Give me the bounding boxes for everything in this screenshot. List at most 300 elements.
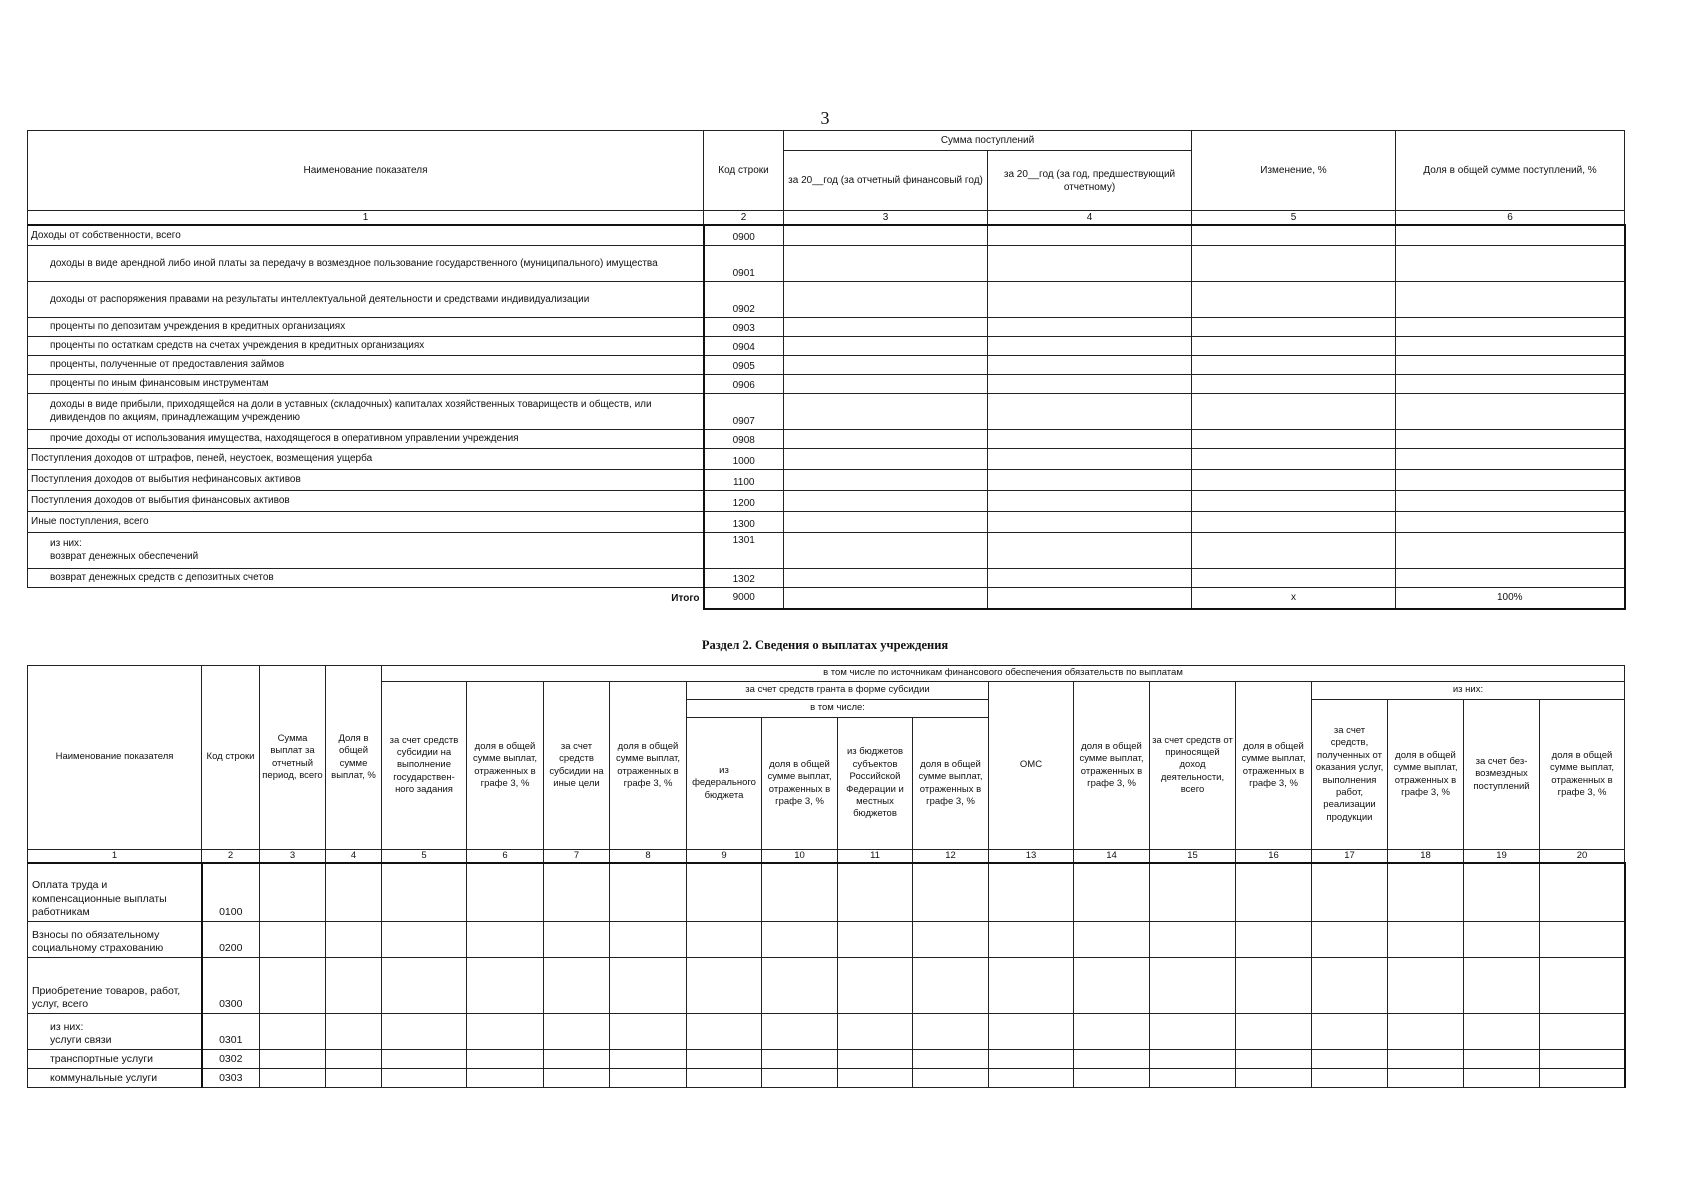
- cell-current-year[interactable]: [784, 281, 988, 317]
- table-row: [28, 336, 1625, 355]
- cell-previous-year[interactable]: [988, 245, 1192, 281]
- cell-share[interactable]: [1396, 374, 1625, 393]
- cell-col-9[interactable]: [687, 1049, 762, 1068]
- cell-col-8[interactable]: [610, 1068, 687, 1087]
- header-col9: из федерального бюджета: [687, 718, 762, 850]
- cell-col-11[interactable]: [838, 921, 913, 957]
- col-number: 13: [989, 850, 1074, 864]
- cell-col-7[interactable]: [544, 863, 610, 921]
- col-number: 16: [1236, 850, 1312, 864]
- header-share: Доля в общей сумме выплат, %: [326, 666, 382, 850]
- cell-share[interactable]: [1396, 336, 1625, 355]
- cell-col-18[interactable]: [1388, 921, 1464, 957]
- cell-col-18[interactable]: [1388, 1049, 1464, 1068]
- cell-col-9[interactable]: [687, 1013, 762, 1049]
- table-row: [28, 355, 1625, 374]
- col-number: 2: [202, 850, 260, 864]
- table-row: [28, 511, 1625, 532]
- cell-previous-year[interactable]: [988, 355, 1192, 374]
- header-col13: ОМС: [989, 682, 1074, 850]
- cell-col-9[interactable]: [687, 863, 762, 921]
- header-previous-year: за 20__год (за год, предшествующий отчетному): [988, 151, 1192, 211]
- row-code: 1300: [704, 511, 784, 532]
- cell-col-10[interactable]: [762, 1049, 838, 1068]
- cell-col-4[interactable]: [326, 1049, 382, 1068]
- row-name-line: возврат денежных обеспечений: [50, 551, 199, 562]
- row-name: Доходы от собственности, всего: [28, 225, 704, 245]
- cell-col-13[interactable]: [989, 1013, 1074, 1049]
- cell-col-18[interactable]: [1388, 1013, 1464, 1049]
- header-grant-group: за счет средств гранта в форме субсидии: [687, 682, 989, 700]
- row-code: 1000: [704, 448, 784, 469]
- cell-col-13[interactable]: [989, 863, 1074, 921]
- cell-current-year[interactable]: [784, 336, 988, 355]
- column-numbers-row: [28, 850, 1625, 864]
- cell-col-14[interactable]: [1074, 863, 1150, 921]
- col-number: 6: [1396, 211, 1625, 226]
- row-name: доходы в виде арендной либо иной платы за передачу в возмездное пользование государственного (муниципального) имущества: [28, 245, 704, 281]
- cell-change[interactable]: [1192, 374, 1396, 393]
- total-change: х: [1192, 587, 1396, 609]
- cell-change[interactable]: [1192, 281, 1396, 317]
- cell-col-9[interactable]: [687, 921, 762, 957]
- header-col16: доля в общей сумме выплат, отраженных в графе 3, %: [1236, 682, 1312, 850]
- cell-current-year[interactable]: [784, 225, 988, 245]
- row-code: 0302: [202, 1049, 260, 1068]
- cell-col-14[interactable]: [1074, 1049, 1150, 1068]
- col-number: 10: [762, 850, 838, 864]
- cell-change[interactable]: [1192, 225, 1396, 245]
- cell-col-14[interactable]: [1074, 1068, 1150, 1087]
- cell-col-17[interactable]: [1312, 1049, 1388, 1068]
- cell-col-16[interactable]: [1236, 1068, 1312, 1087]
- col-number: 20: [1540, 850, 1625, 864]
- cell-col-6[interactable]: [467, 863, 544, 921]
- row-code: 0908: [704, 429, 784, 448]
- cell-change[interactable]: [1192, 245, 1396, 281]
- cell-share[interactable]: [1396, 281, 1625, 317]
- cell-col-15[interactable]: [1150, 1068, 1236, 1087]
- cell-change[interactable]: [1192, 568, 1396, 587]
- cell-col-20[interactable]: [1540, 1049, 1625, 1068]
- cell-col-5[interactable]: [382, 1049, 467, 1068]
- cell-change[interactable]: [1192, 317, 1396, 336]
- section2-title: Раздел 2. Сведения о выплатах учреждения: [701, 638, 949, 652]
- cell-change[interactable]: [1192, 448, 1396, 469]
- cell-col-16[interactable]: [1236, 1013, 1312, 1049]
- col-number: 3: [260, 850, 326, 864]
- row-code: 0902: [704, 281, 784, 317]
- row-code: 1100: [704, 469, 784, 490]
- cell-col-12[interactable]: [913, 1049, 989, 1068]
- cell-col-14[interactable]: [1074, 957, 1150, 1013]
- header-name: Наименование показателя: [28, 131, 704, 211]
- table-row: [28, 490, 1625, 511]
- cell-col-3[interactable]: [260, 1068, 326, 1087]
- row-name: [28, 1013, 202, 1049]
- cell-col-17[interactable]: [1312, 1068, 1388, 1087]
- row-code: 0905: [704, 355, 784, 374]
- cell-col-12[interactable]: [913, 863, 989, 921]
- row-code: 0907: [704, 393, 784, 429]
- col-number: 5: [382, 850, 467, 864]
- table-row: [28, 532, 1625, 568]
- cell-col-3[interactable]: [260, 1049, 326, 1068]
- col-number: 9: [687, 850, 762, 864]
- cell-col-11[interactable]: [838, 957, 913, 1013]
- row-code: 0100: [202, 863, 260, 921]
- cell-previous-year[interactable]: [988, 393, 1192, 429]
- cell-col-12[interactable]: [913, 1068, 989, 1087]
- row-name: проценты по остаткам средств на счетах учреждения в кредитных организациях: [28, 336, 704, 355]
- cell-col-7[interactable]: [544, 1068, 610, 1087]
- cell-current-year[interactable]: [784, 568, 988, 587]
- cell-col-9[interactable]: [687, 957, 762, 1013]
- col-number: 14: [1074, 850, 1150, 864]
- table-row: [28, 374, 1625, 393]
- row-name: коммунальные услуги: [28, 1068, 202, 1087]
- header-col14: доля в общей сумме выплат, отраженных в графе 3, %: [1074, 682, 1150, 850]
- row-name: Оплата труда и компенсационные выплаты работникам: [28, 863, 202, 921]
- row-name: транспортные услуги: [28, 1049, 202, 1068]
- cell-col-20[interactable]: [1540, 1013, 1625, 1049]
- cell-current-year[interactable]: [784, 355, 988, 374]
- col-number: 4: [988, 211, 1192, 226]
- cell-col-13[interactable]: [989, 921, 1074, 957]
- header-sources-group: в том числе по источникам финансового обеспечения обязательств по выплатам: [382, 666, 1625, 682]
- cell-col-20[interactable]: [1540, 921, 1625, 957]
- header-col18: доля в общей сумме выплат, отраженных в графе 3, %: [1388, 700, 1464, 850]
- row-name-line: услуги связи: [50, 1034, 112, 1047]
- total-row: [28, 587, 1625, 609]
- table-row: [28, 448, 1625, 469]
- row-name: прочие доходы от использования имущества, находящегося в оперативном управлении учреждения: [28, 429, 704, 448]
- total-label: Итого: [28, 587, 704, 609]
- row-code: 0906: [704, 374, 784, 393]
- header-of-them: из них:: [1312, 682, 1625, 700]
- cell-col-4[interactable]: [326, 1013, 382, 1049]
- row-code: 0200: [202, 921, 260, 957]
- cell-col-3[interactable]: [260, 863, 326, 921]
- cell-previous-year[interactable]: [988, 490, 1192, 511]
- table-row: [28, 1049, 1625, 1068]
- cell-col-16[interactable]: [1236, 863, 1312, 921]
- cell-previous-year[interactable]: [988, 469, 1192, 490]
- cell-col-7[interactable]: [544, 1049, 610, 1068]
- cell-col-8[interactable]: [610, 921, 687, 957]
- cell-col-16[interactable]: [1236, 1049, 1312, 1068]
- table-row: [28, 225, 1625, 245]
- cell-change[interactable]: [1192, 532, 1396, 568]
- table-row: [28, 568, 1625, 587]
- row-code: 0904: [704, 336, 784, 355]
- cell-col-4[interactable]: [326, 863, 382, 921]
- header-current-year: за 20__год (за отчетный финансовый год): [784, 151, 988, 211]
- cell-col-15[interactable]: [1150, 957, 1236, 1013]
- cell-col-3[interactable]: [260, 921, 326, 957]
- row-name-line: из них:: [50, 1020, 84, 1033]
- cell-current-year[interactable]: [784, 317, 988, 336]
- cell-col-11[interactable]: [838, 1013, 913, 1049]
- cell-col-19[interactable]: [1464, 957, 1540, 1013]
- row-code: 1200: [704, 490, 784, 511]
- row-code: 0903: [704, 317, 784, 336]
- cell-change[interactable]: [1192, 393, 1396, 429]
- row-name-line: из них:: [50, 538, 82, 549]
- cell-col-10[interactable]: [762, 1013, 838, 1049]
- cell-col-9[interactable]: [687, 1068, 762, 1087]
- cell-col-19[interactable]: [1464, 1013, 1540, 1049]
- header-sum-group: Сумма поступлений: [784, 131, 1192, 151]
- table-row: [28, 863, 1625, 921]
- col-number: 19: [1464, 850, 1540, 864]
- cell-col-5[interactable]: [382, 921, 467, 957]
- cell-col-5[interactable]: [382, 957, 467, 1013]
- cell-col-10[interactable]: [762, 863, 838, 921]
- cell-col-4[interactable]: [326, 957, 382, 1013]
- cell-change[interactable]: [1192, 469, 1396, 490]
- cell-change[interactable]: [1192, 355, 1396, 374]
- header-incl: в том числе:: [687, 700, 989, 718]
- total-code: 9000: [704, 587, 784, 609]
- cell-current-year[interactable]: [784, 511, 988, 532]
- row-code: 0901: [704, 245, 784, 281]
- table-row: [28, 281, 1625, 317]
- cell-previous-year[interactable]: [988, 587, 1192, 609]
- cell-previous-year[interactable]: [988, 511, 1192, 532]
- cell-col-11[interactable]: [838, 1049, 913, 1068]
- cell-previous-year[interactable]: [988, 429, 1192, 448]
- cell-col-5[interactable]: [382, 1013, 467, 1049]
- cell-share[interactable]: [1396, 469, 1625, 490]
- cell-col-20[interactable]: [1540, 1068, 1625, 1087]
- cell-col-20[interactable]: [1540, 863, 1625, 921]
- cell-col-18[interactable]: [1388, 957, 1464, 1013]
- col-number: 7: [544, 850, 610, 864]
- col-number: 8: [610, 850, 687, 864]
- cell-col-7[interactable]: [544, 1013, 610, 1049]
- cell-col-6[interactable]: [467, 957, 544, 1013]
- col-number: 1: [28, 850, 202, 864]
- cell-col-14[interactable]: [1074, 921, 1150, 957]
- cell-share[interactable]: [1396, 490, 1625, 511]
- table-row: [28, 317, 1625, 336]
- row-name: доходы в виде прибыли, приходящейся на доли в уставных (складочных) капиталах хозяйственных товариществ и обществ, или дивидендов по акциям, принадлежащим учреждению: [28, 393, 704, 429]
- cell-previous-year[interactable]: [988, 448, 1192, 469]
- cell-col-8[interactable]: [610, 863, 687, 921]
- cell-col-6[interactable]: [467, 1068, 544, 1087]
- cell-col-8[interactable]: [610, 1049, 687, 1068]
- header-col7: за счет средств субсидии на иные цели: [544, 682, 610, 850]
- cell-col-7[interactable]: [544, 957, 610, 1013]
- cell-current-year[interactable]: [784, 393, 988, 429]
- cell-col-12[interactable]: [913, 921, 989, 957]
- cell-previous-year[interactable]: [988, 532, 1192, 568]
- row-name: Приобретение товаров, работ, услуг, всего: [28, 957, 202, 1013]
- cell-col-13[interactable]: [989, 1068, 1074, 1087]
- cell-change[interactable]: [1192, 336, 1396, 355]
- row-code: 0300: [202, 957, 260, 1013]
- col-number: 3: [784, 211, 988, 226]
- row-name: возврат денежных средств с депозитных счетов: [28, 568, 704, 587]
- cell-col-7[interactable]: [544, 921, 610, 957]
- cell-previous-year[interactable]: [988, 374, 1192, 393]
- cell-col-6[interactable]: [467, 1013, 544, 1049]
- cell-share[interactable]: [1396, 568, 1625, 587]
- cell-col-17[interactable]: [1312, 921, 1388, 957]
- cell-share[interactable]: [1396, 245, 1625, 281]
- cell-share[interactable]: [1396, 429, 1625, 448]
- cell-current-year[interactable]: [784, 469, 988, 490]
- cell-share[interactable]: [1396, 448, 1625, 469]
- row-code: 0303: [202, 1068, 260, 1087]
- cell-col-20[interactable]: [1540, 957, 1625, 1013]
- header-col15: за счет средств от приносящей доход деятельности, всего: [1150, 682, 1236, 850]
- cell-col-6[interactable]: [467, 1049, 544, 1068]
- header-col8: доля в общей сумме выплат, отраженных в графе 3, %: [610, 682, 687, 850]
- cell-col-8[interactable]: [610, 957, 687, 1013]
- cell-col-12[interactable]: [913, 1013, 989, 1049]
- cell-change[interactable]: [1192, 490, 1396, 511]
- cell-col-19[interactable]: [1464, 863, 1540, 921]
- cell-current-year[interactable]: [784, 429, 988, 448]
- cell-col-10[interactable]: [762, 921, 838, 957]
- header-col5: за счет средств субсидии на выполнение государствен-ного задания: [382, 682, 467, 850]
- cell-col-15[interactable]: [1150, 1013, 1236, 1049]
- cell-col-4[interactable]: [326, 921, 382, 957]
- cell-col-13[interactable]: [989, 957, 1074, 1013]
- header-code: Код строки: [202, 666, 260, 850]
- row-name: [28, 532, 704, 568]
- cell-col-15[interactable]: [1150, 1049, 1236, 1068]
- cell-col-3[interactable]: [260, 1013, 326, 1049]
- cell-current-year[interactable]: [784, 374, 988, 393]
- cell-col-12[interactable]: [913, 957, 989, 1013]
- cell-col-5[interactable]: [382, 1068, 467, 1087]
- cell-col-11[interactable]: [838, 863, 913, 921]
- cell-col-15[interactable]: [1150, 863, 1236, 921]
- col-number: 4: [326, 850, 382, 864]
- cell-col-10[interactable]: [762, 957, 838, 1013]
- header-change: Изменение, %: [1192, 131, 1396, 211]
- cell-col-13[interactable]: [989, 1049, 1074, 1068]
- cell-col-10[interactable]: [762, 1068, 838, 1087]
- col-number: 1: [28, 211, 704, 226]
- cell-previous-year[interactable]: [988, 281, 1192, 317]
- col-number: 2: [704, 211, 784, 226]
- total-share: 100%: [1396, 587, 1625, 609]
- row-name: проценты, полученные от предоставления займов: [28, 355, 704, 374]
- row-name: Иные поступления, всего: [28, 511, 704, 532]
- cell-col-3[interactable]: [260, 957, 326, 1013]
- header-col6: доля в общей сумме выплат, отраженных в графе 3, %: [467, 682, 544, 850]
- header-col10: доля в общей сумме выплат, отраженных в графе 3, %: [762, 718, 838, 850]
- cell-col-14[interactable]: [1074, 1013, 1150, 1049]
- row-code: 0301: [202, 1013, 260, 1049]
- cell-col-4[interactable]: [326, 1068, 382, 1087]
- cell-current-year[interactable]: [784, 448, 988, 469]
- table-row: [28, 469, 1625, 490]
- cell-col-18[interactable]: [1388, 863, 1464, 921]
- row-code: 1301: [704, 532, 784, 568]
- cell-previous-year[interactable]: [988, 225, 1192, 245]
- cell-col-17[interactable]: [1312, 863, 1388, 921]
- cell-col-17[interactable]: [1312, 1013, 1388, 1049]
- table-row: [28, 245, 1625, 281]
- header-col17: за счет средств, полученных от оказания услуг, выполнения работ, реализации продукции: [1312, 700, 1388, 850]
- page-number: 3: [820, 108, 830, 128]
- col-number: 15: [1150, 850, 1236, 864]
- col-number: 6: [467, 850, 544, 864]
- income-table: [27, 130, 1626, 610]
- cell-share[interactable]: [1396, 511, 1625, 532]
- cell-col-5[interactable]: [382, 863, 467, 921]
- cell-previous-year[interactable]: [988, 317, 1192, 336]
- cell-change[interactable]: [1192, 429, 1396, 448]
- header-total: Сумма выплат за отчетный период, всего: [260, 666, 326, 850]
- cell-current-year[interactable]: [784, 245, 988, 281]
- col-number: 18: [1388, 850, 1464, 864]
- cell-col-16[interactable]: [1236, 957, 1312, 1013]
- cell-share[interactable]: [1396, 317, 1625, 336]
- header-col12: доля в общей сумме выплат, отраженных в графе 3, %: [913, 718, 989, 850]
- cell-col-15[interactable]: [1150, 921, 1236, 957]
- cell-col-6[interactable]: [467, 921, 544, 957]
- header-col11: из бюджетов субъектов Российской Федерации и местных бюджетов: [838, 718, 913, 850]
- table-row: [28, 957, 1625, 1013]
- cell-col-11[interactable]: [838, 1068, 913, 1087]
- cell-current-year[interactable]: [784, 587, 988, 609]
- row-code: 1302: [704, 568, 784, 587]
- cell-current-year[interactable]: [784, 490, 988, 511]
- col-number: 5: [1192, 211, 1396, 226]
- cell-col-19[interactable]: [1464, 1068, 1540, 1087]
- cell-col-17[interactable]: [1312, 957, 1388, 1013]
- row-code: 0900: [704, 225, 784, 245]
- cell-change[interactable]: [1192, 511, 1396, 532]
- row-name: Поступления доходов от выбытия финансовых активов: [28, 490, 704, 511]
- col-number: 11: [838, 850, 913, 864]
- cell-share[interactable]: [1396, 532, 1625, 568]
- row-name: Поступления доходов от выбытия нефинансовых активов: [28, 469, 704, 490]
- cell-col-18[interactable]: [1388, 1068, 1464, 1087]
- row-name: Взносы по обязательному социальному страхованию: [28, 921, 202, 957]
- cell-previous-year[interactable]: [988, 568, 1192, 587]
- table-row: [28, 393, 1625, 429]
- cell-current-year[interactable]: [784, 532, 988, 568]
- cell-col-19[interactable]: [1464, 921, 1540, 957]
- cell-share[interactable]: [1396, 355, 1625, 374]
- cell-col-19[interactable]: [1464, 1049, 1540, 1068]
- cell-previous-year[interactable]: [988, 336, 1192, 355]
- header-col19: за счет без-возмездных поступлений: [1464, 700, 1540, 850]
- col-number: 17: [1312, 850, 1388, 864]
- payments-table: [27, 665, 1626, 1088]
- col-number: 12: [913, 850, 989, 864]
- table-row: [28, 429, 1625, 448]
- row-name: проценты по депозитам учреждения в кредитных организациях: [28, 317, 704, 336]
- row-name: Поступления доходов от штрафов, пеней, неустоек, возмещения ущерба: [28, 448, 704, 469]
- table-row: [28, 1013, 1625, 1049]
- header-share: Доля в общей сумме поступлений, %: [1396, 131, 1625, 211]
- cell-col-16[interactable]: [1236, 921, 1312, 957]
- cell-col-8[interactable]: [610, 1013, 687, 1049]
- row-name: проценты по иным финансовым инструментам: [28, 374, 704, 393]
- header-col20: доля в общей сумме выплат, отраженных в графе 3, %: [1540, 700, 1625, 850]
- header-code: Код строки: [704, 131, 784, 211]
- cell-share[interactable]: [1396, 225, 1625, 245]
- cell-share[interactable]: [1396, 393, 1625, 429]
